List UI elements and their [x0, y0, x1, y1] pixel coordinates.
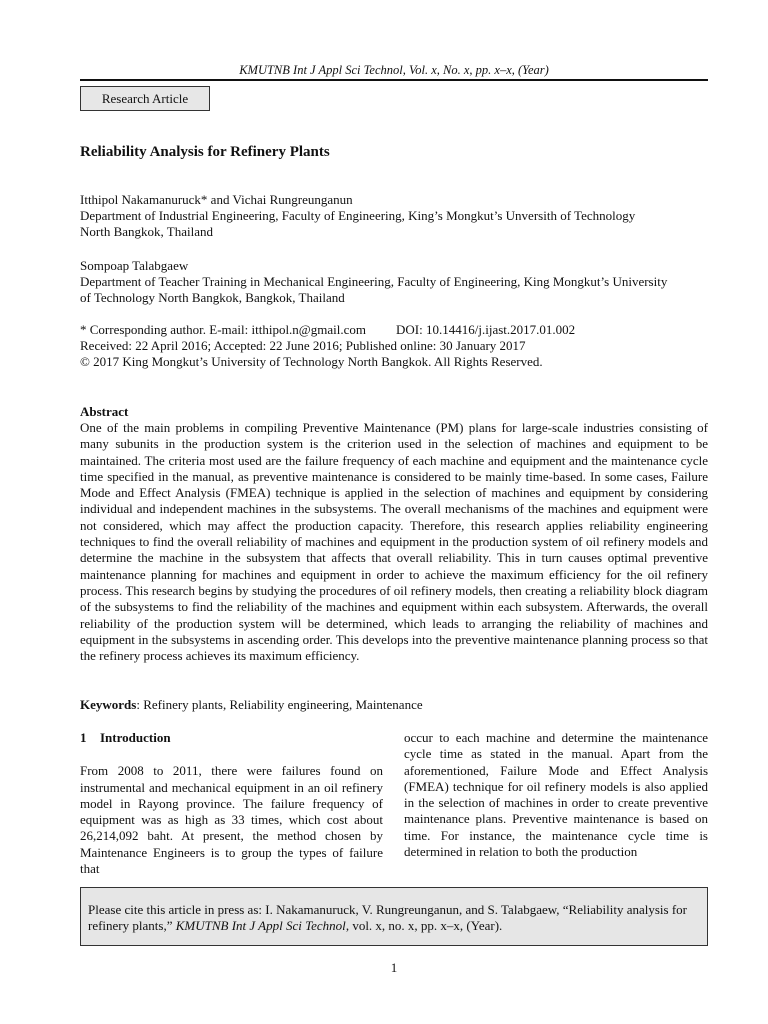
- section-number: 1: [80, 730, 87, 745]
- abstract-heading: Abstract: [80, 404, 129, 419]
- keywords-label: Keywords: [80, 697, 137, 712]
- corresponding-author: * Corresponding author. E-mail: itthipol.n@gmail.com: [80, 322, 367, 337]
- article-metadata: [80, 322, 708, 371]
- body-column-right: [404, 730, 708, 860]
- introduction-paragraph-continued: occur to each machine and determine the maintenance cycle time as stated in the manual. Apart from the aforementioned, Failure Mode and Effect Analysis (FMEA) technique for oil refinery models is also applied in the selection of machines in order to create preventive maintenance plans. Preventive maintenance is based on time. For instance, the maintenance cycle time is determined in relation to both the production: [404, 730, 708, 860]
- section-heading-introduction: [80, 730, 383, 746]
- author-affiliation-line: Department of Teacher Training in Mechanical Engineering, Faculty of Engineering, King Mongkut’s University: [80, 274, 668, 290]
- author-names: Sompoap Talabgaew: [80, 258, 189, 273]
- citation-prefix: Please cite this article in press as: I. Nakamanuruck, V. Rungreunganun, and S. Talabgaew, “Reliability analysis for refinery plants,”: [88, 902, 687, 934]
- correspondence-line: [80, 322, 708, 338]
- section-title: Introduction: [100, 730, 171, 745]
- keywords-list: : Refinery plants, Reliability engineering, Maintenance: [136, 697, 423, 712]
- author-affiliation-line: North Bangkok, Thailand: [80, 224, 213, 240]
- author-group-2: [80, 258, 708, 307]
- journal-running-header: KMUTNB Int J Appl Sci Technol, Vol. x, No. x, pp. x–x, (Year): [239, 63, 549, 77]
- author-group-1: [80, 192, 708, 241]
- author-affiliation-line: Department of Industrial Engineering, Faculty of Engineering, King’s Mongkut’s Unversith of Technology: [80, 208, 636, 224]
- article-title: Reliability Analysis for Refinery Plants: [80, 144, 330, 160]
- doi-link[interactable]: DOI: 10.14416/j.ijast.2017.01.002: [396, 322, 576, 337]
- abstract-text: One of the main problems in compiling Preventive Maintenance (PM) plans for large-scale industries consisting of many subunits in the production system is the criterion used in the selection of machines and equipment to be maintained. The criteria most used are the failure frequency of each machine and equipment and the maintenance cycle time specified in the manual, as preventive maintenance is considered to be mainly time-based. In some cases, Failure Mode and Effect Analysis (FMEA) technique is applied in the selection of machines and equipment by considering individual and independent machines in the subsystems. The overall mechanisms of the machines and equipment were not considered, which may affect the production capacity. Therefore, this research applies reliability engineering techniques to find the overall reliability of machines and equipment in the production system of oil refinery models and determine the machine in the subsystem that affects that overall reliability. This in turn causes optimal preventive maintenance planning for machines and equipment in order to achieve the maximum efficiency for the oil refinery process. This research begins by studying the procedures of oil refinery models, then creating a reliability block diagram of the subsystems to find the reliability of the machines and equipment within each subsystem. Afterwards, the overall reliability of the production system will be determined, which leads to arranging the reliability of machines and equipment in the subsystems in ascending order. This develops into the preventive maintenance planning process so that the refinery process achieves its maximum efficiency.: [80, 420, 708, 664]
- article-type-label: Research Article: [80, 86, 210, 111]
- publication-dates: Received: 22 April 2016; Accepted: 22 June 2016; Published online: 30 January 2017: [80, 338, 526, 354]
- page-number: 1: [390, 960, 398, 975]
- author-affiliation-line: of Technology North Bangkok, Bangkok, Thailand: [80, 290, 345, 306]
- copyright-notice: © 2017 King Mongkut’s University of Technology North Bangkok. All Rights Reserved.: [80, 354, 543, 370]
- citation-suffix: , vol. x, no. x, pp. x–x, (Year).: [345, 918, 503, 934]
- citation-journal: KMUTNB Int J Appl Sci Technol: [175, 918, 346, 934]
- body-column-left: [80, 730, 383, 877]
- keywords: [80, 697, 708, 713]
- author-names: Itthipol Nakamanuruck* and Vichai Rungreunganun: [80, 192, 353, 207]
- header-rule: [80, 79, 708, 81]
- introduction-paragraph: From 2008 to 2011, there were failures found on instrumental and mechanical equipment in an oil refinery model in Rayong province. The failure frequency of equipment was as high as 33 times, which cost about 26,214,092 baht. At present, the method chosen by Maintenance Engineers is to group the types of failure that: [80, 763, 383, 877]
- citation-box: [80, 887, 708, 946]
